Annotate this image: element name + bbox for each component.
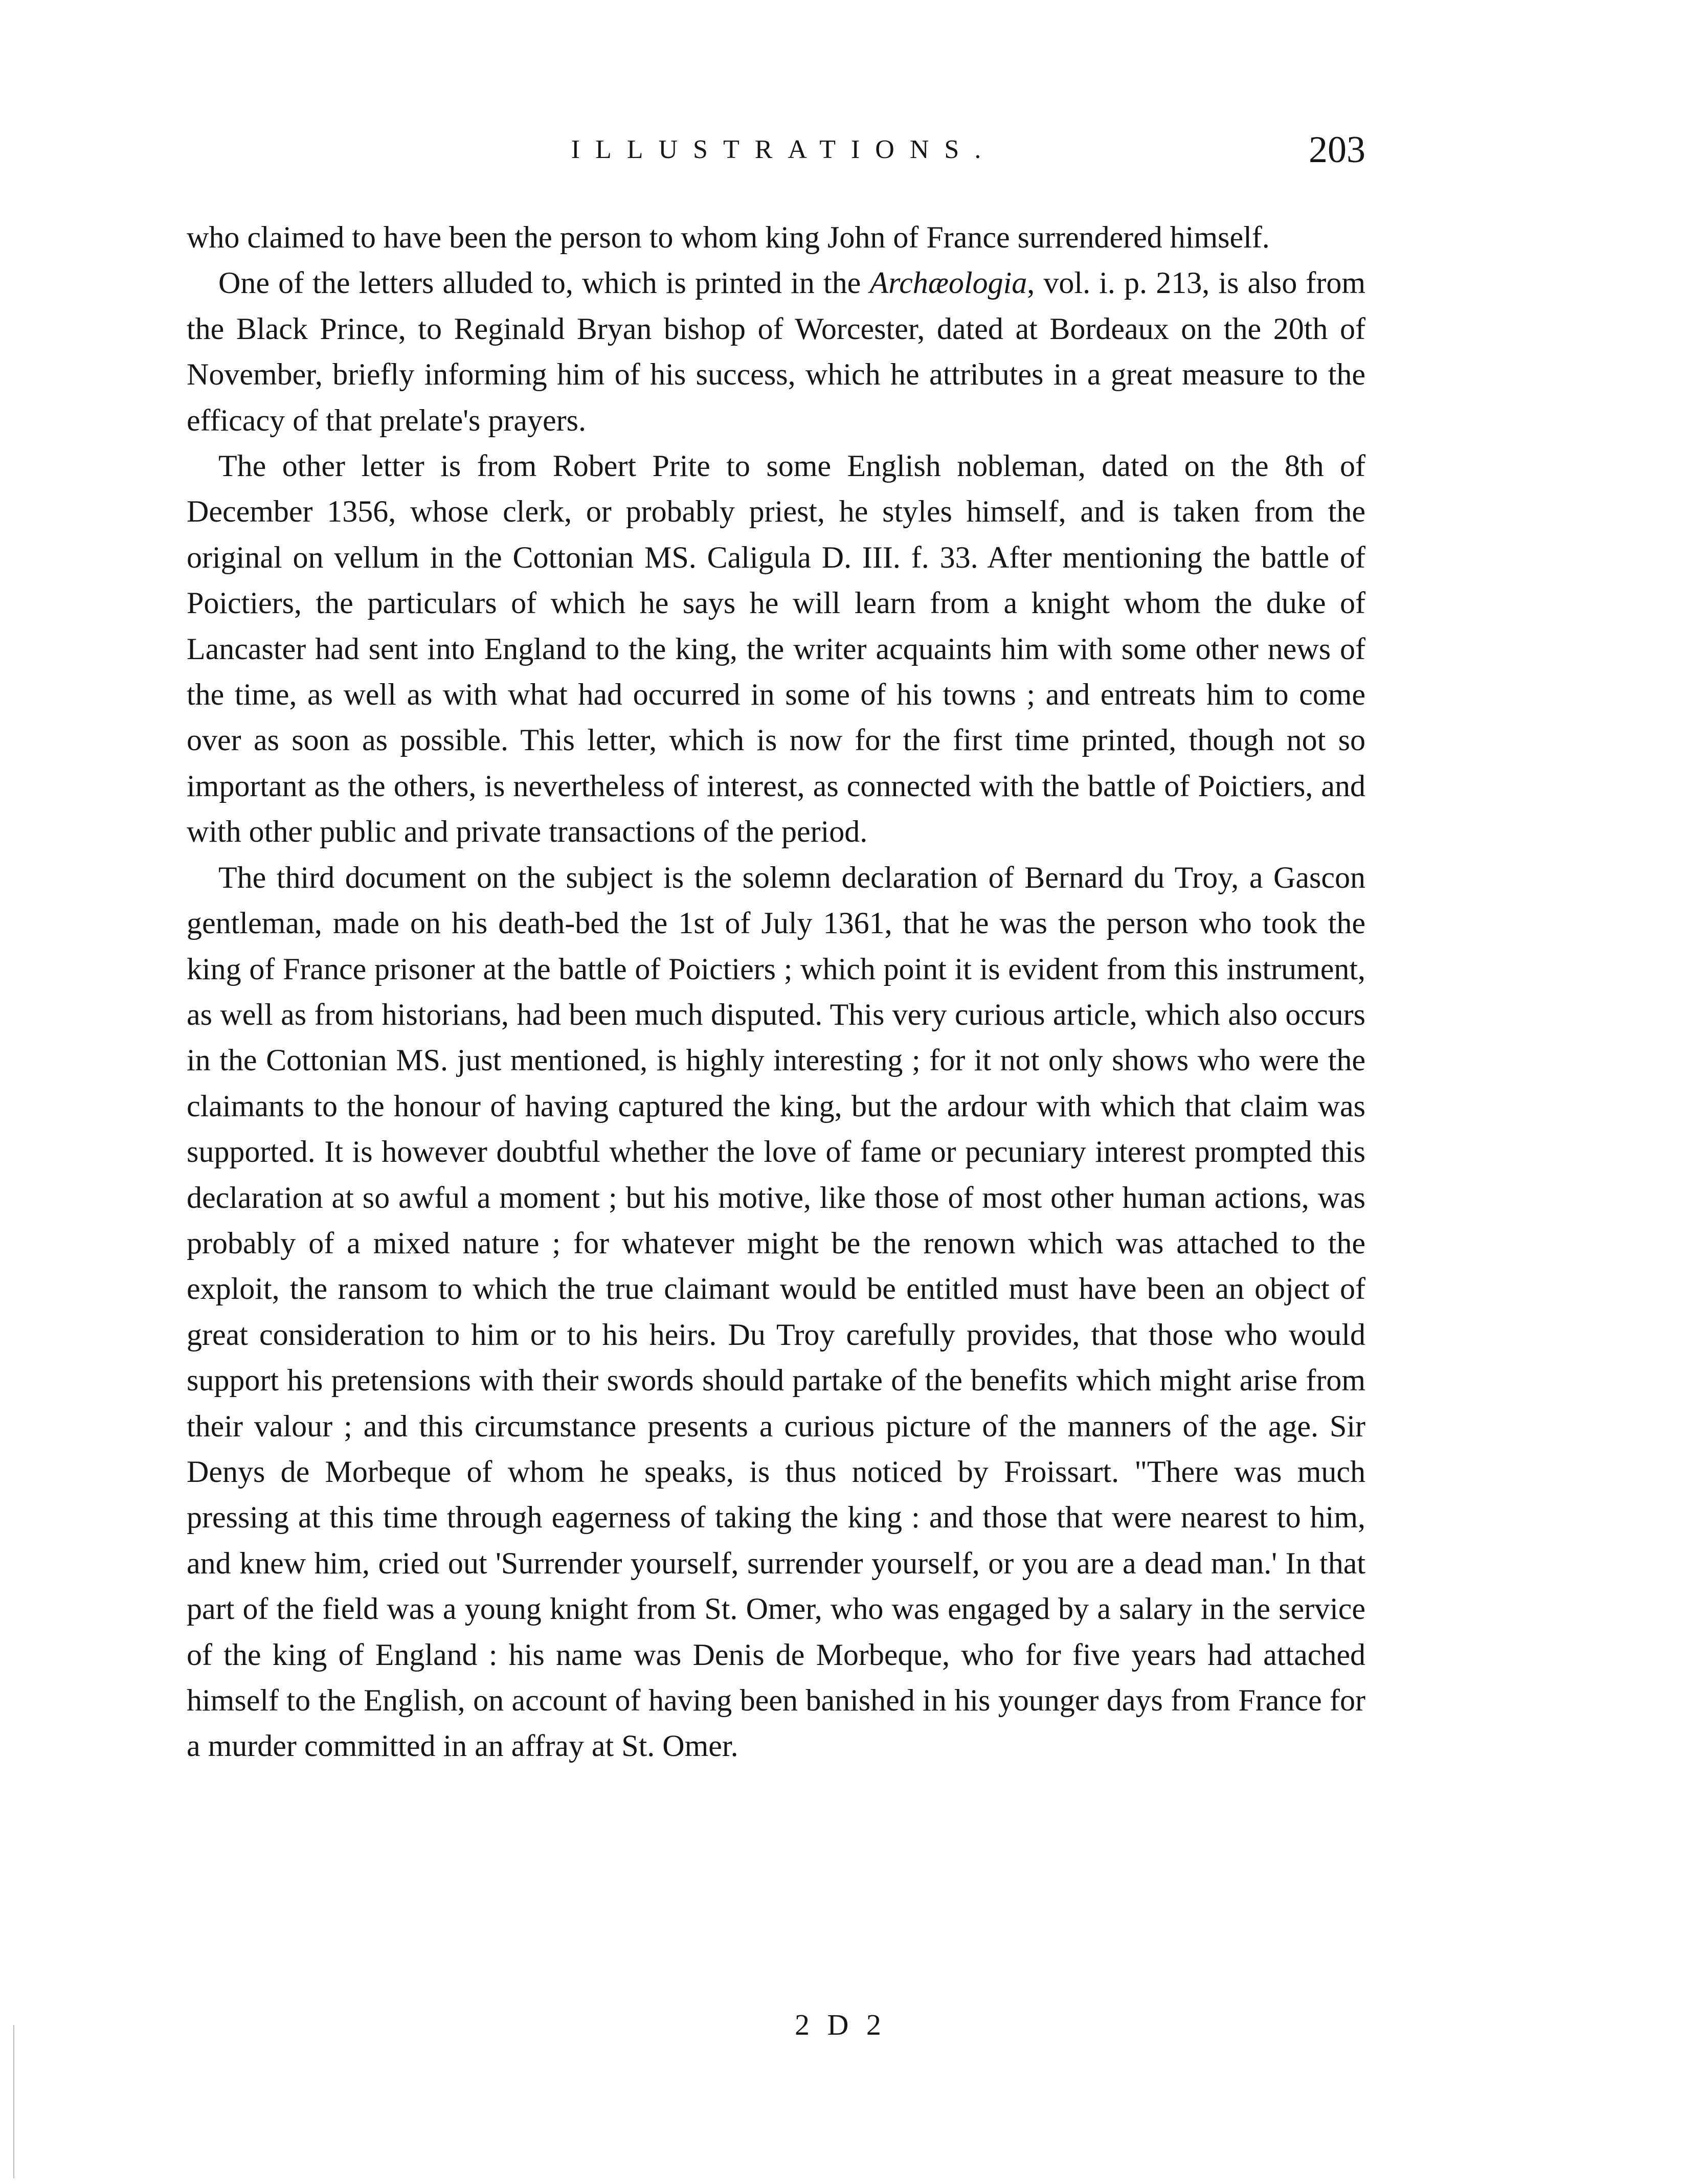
paragraph-continuation: who claimed to have been the person to whom king John of France surrendered himself. [187,220,1270,254]
paragraph-text-end: , vol. i. p. 213, is also from the Black Prince, to Reginald Bryan bishop of Worcester, dated at Bordeaux on the 20th of November, briefly informing him of his success, which he attributes in a great measure to the efficacy of that prelate's prayers. [187,266,1366,437]
running-title: ILLUSTRATIONS. [571,135,997,164]
paragraph-du-troy-declaration: The third document on the subject is the solemn declaration of Bernard du Troy, a Gascon gentleman, made on his death-bed the 1st of July 1361, that he was the person who took the king of France prisoner at the battle of Poictiers ; which point it is evident from this instrument, as well as from historians, had been much disputed. This very curious article, which also occurs in the Cottonian MS. just mentioned, is highly interesting ; for it not only shows who were the claimants to the honour of having captured the king, but the ardour with which that claim was supported. It is however doubtful whether the love of fame or pecuniary interest prompted this declaration at so awful a moment ; but his motive, like those of most other human actions, was probably of a mixed nature ; for whatever might be the renown which was attached to the exploit, the ransom to which the true claimant would be entitled must have been an object of great consideration to him or to his heirs. Du Troy carefully provides, that those who would support his pretensions with their swords should partake of the benefits which might arise from their valour ; and this circumstance presents a curious picture of the manners of the age. Sir Denys de Morbeque of whom he speaks, is thus noticed by Froissart. "There was much pressing at this time through eagerness of taking the king : and those that were nearest to him, and knew him, cried out 'Surrender yourself, surrender yourself, or you are a dead man.' In that part of the field was a young knight from St. Omer, who was engaged by a salary in the service of the king of England : his name was Denis de Morbeque, who for five years had attached himself to the English, on account of having been banished in his younger days from France for a murder committed in an affray at St. Omer. [187,860,1365,1763]
margin-rule [13,2025,14,2178]
body-text [187,215,1365,1769]
signature-mark: 2 D 2 [795,2008,886,2041]
paragraph-prite-letter: The other letter is from Robert Prite to some English nobleman, dated on the 8th of December 1356, whose clerk, or probably priest, he styles himself, and is taken from the original on vellum in the Cottonian MS. Caligula D. III. f. 33. After mentioning the battle of Poictiers, the particulars of which he says he will learn from a knight whom the duke of Lancaster had sent into England to the king, the writer acquaints him with some other news of the time, as well as with what had occurred in some of his towns ; and entreats him to come over as soon as possible. This letter, which is now for the first time printed, though not so important as the others, is nevertheless of interest, as connected with the battle of Poictiers, and with other public and private transactions of the period. [187,449,1365,849]
paragraph-archaeologia-letter [187,260,1365,443]
page-number: 203 [1309,129,1365,171]
page-header [187,127,1365,173]
paragraph-text-start: One of the letters alluded to, which is printed in the [218,266,870,300]
journal-title: Archæologia [869,266,1027,300]
